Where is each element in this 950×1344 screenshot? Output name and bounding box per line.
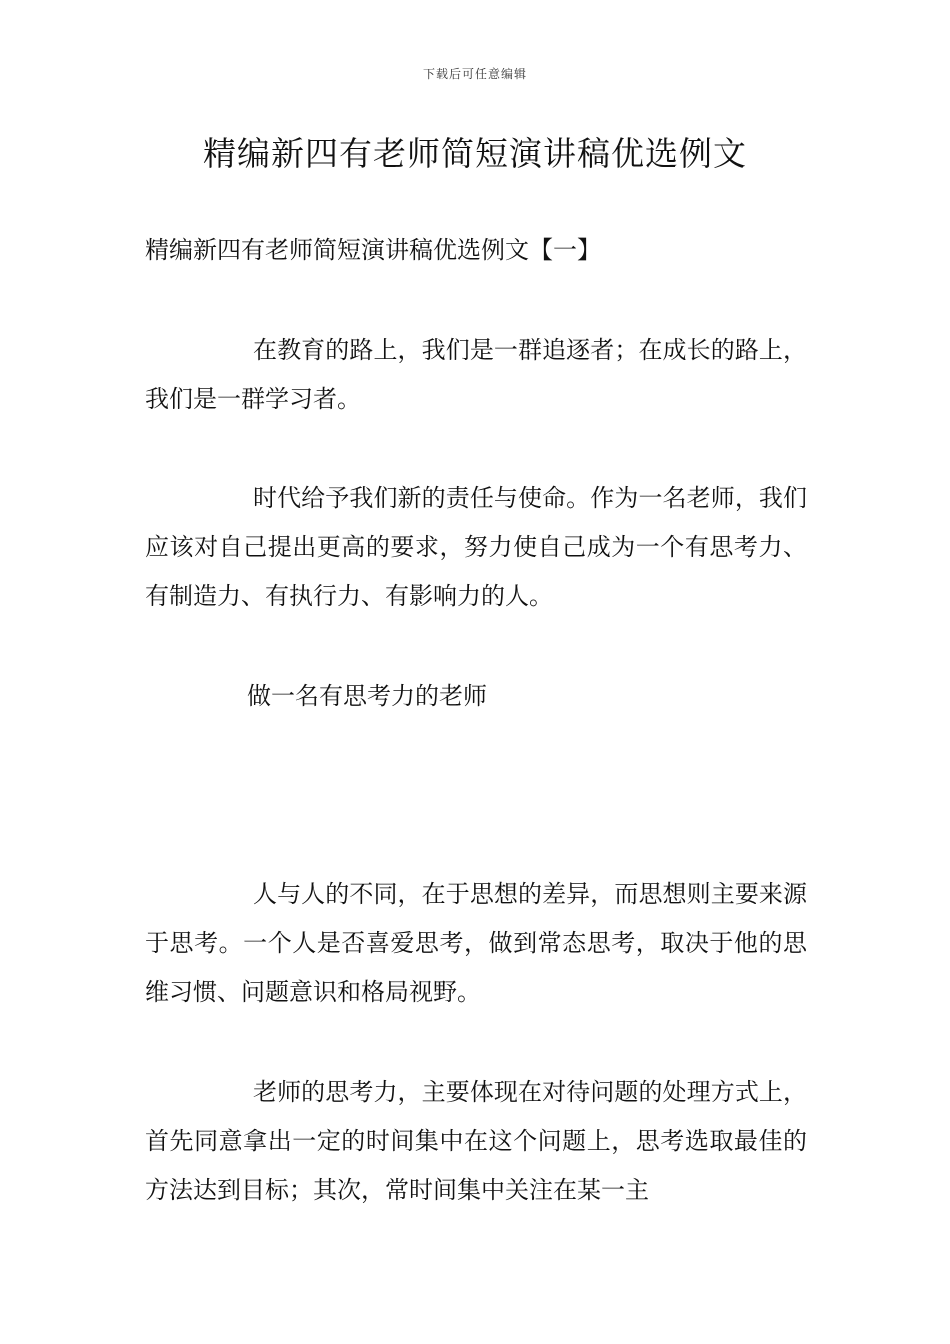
paragraph-1: 在教育的路上，我们是一群追逐者；在成长的路上，我们是一群学习者。 — [145, 336, 807, 413]
paragraph-2: 时代给予我们新的责任与使命。作为一名老师，我们应该对自己提出更高的要求，努力使自己成为一个有思考力、有制造力、有执行力、有影响力的人。 — [145, 484, 807, 610]
paragraph-3: 人与人的不同，在于思想的差异，而思想则主要来源于思考。一个人是否喜爱思考，做到常态思考，取决于他的思维习惯、问题意识和格局视野。 — [145, 880, 807, 1006]
paragraph-4: 老师的思考力，主要体现在对待问题的处理方式上，首先同意拿出一定的时间集中在这个问题上，思考选取最佳的方法达到目标；其次，常时间集中关注在某一主 — [145, 1078, 807, 1204]
header-note: 下载后可任意编辑 — [422, 67, 527, 81]
document-title: 精编新四有老师简短演讲稿优选例文 — [203, 134, 747, 173]
subheading-thinking-teacher: 做一名有思考力的老师 — [247, 682, 487, 710]
section-heading: 精编新四有老师简短演讲稿优选例文【一】 — [145, 236, 601, 264]
